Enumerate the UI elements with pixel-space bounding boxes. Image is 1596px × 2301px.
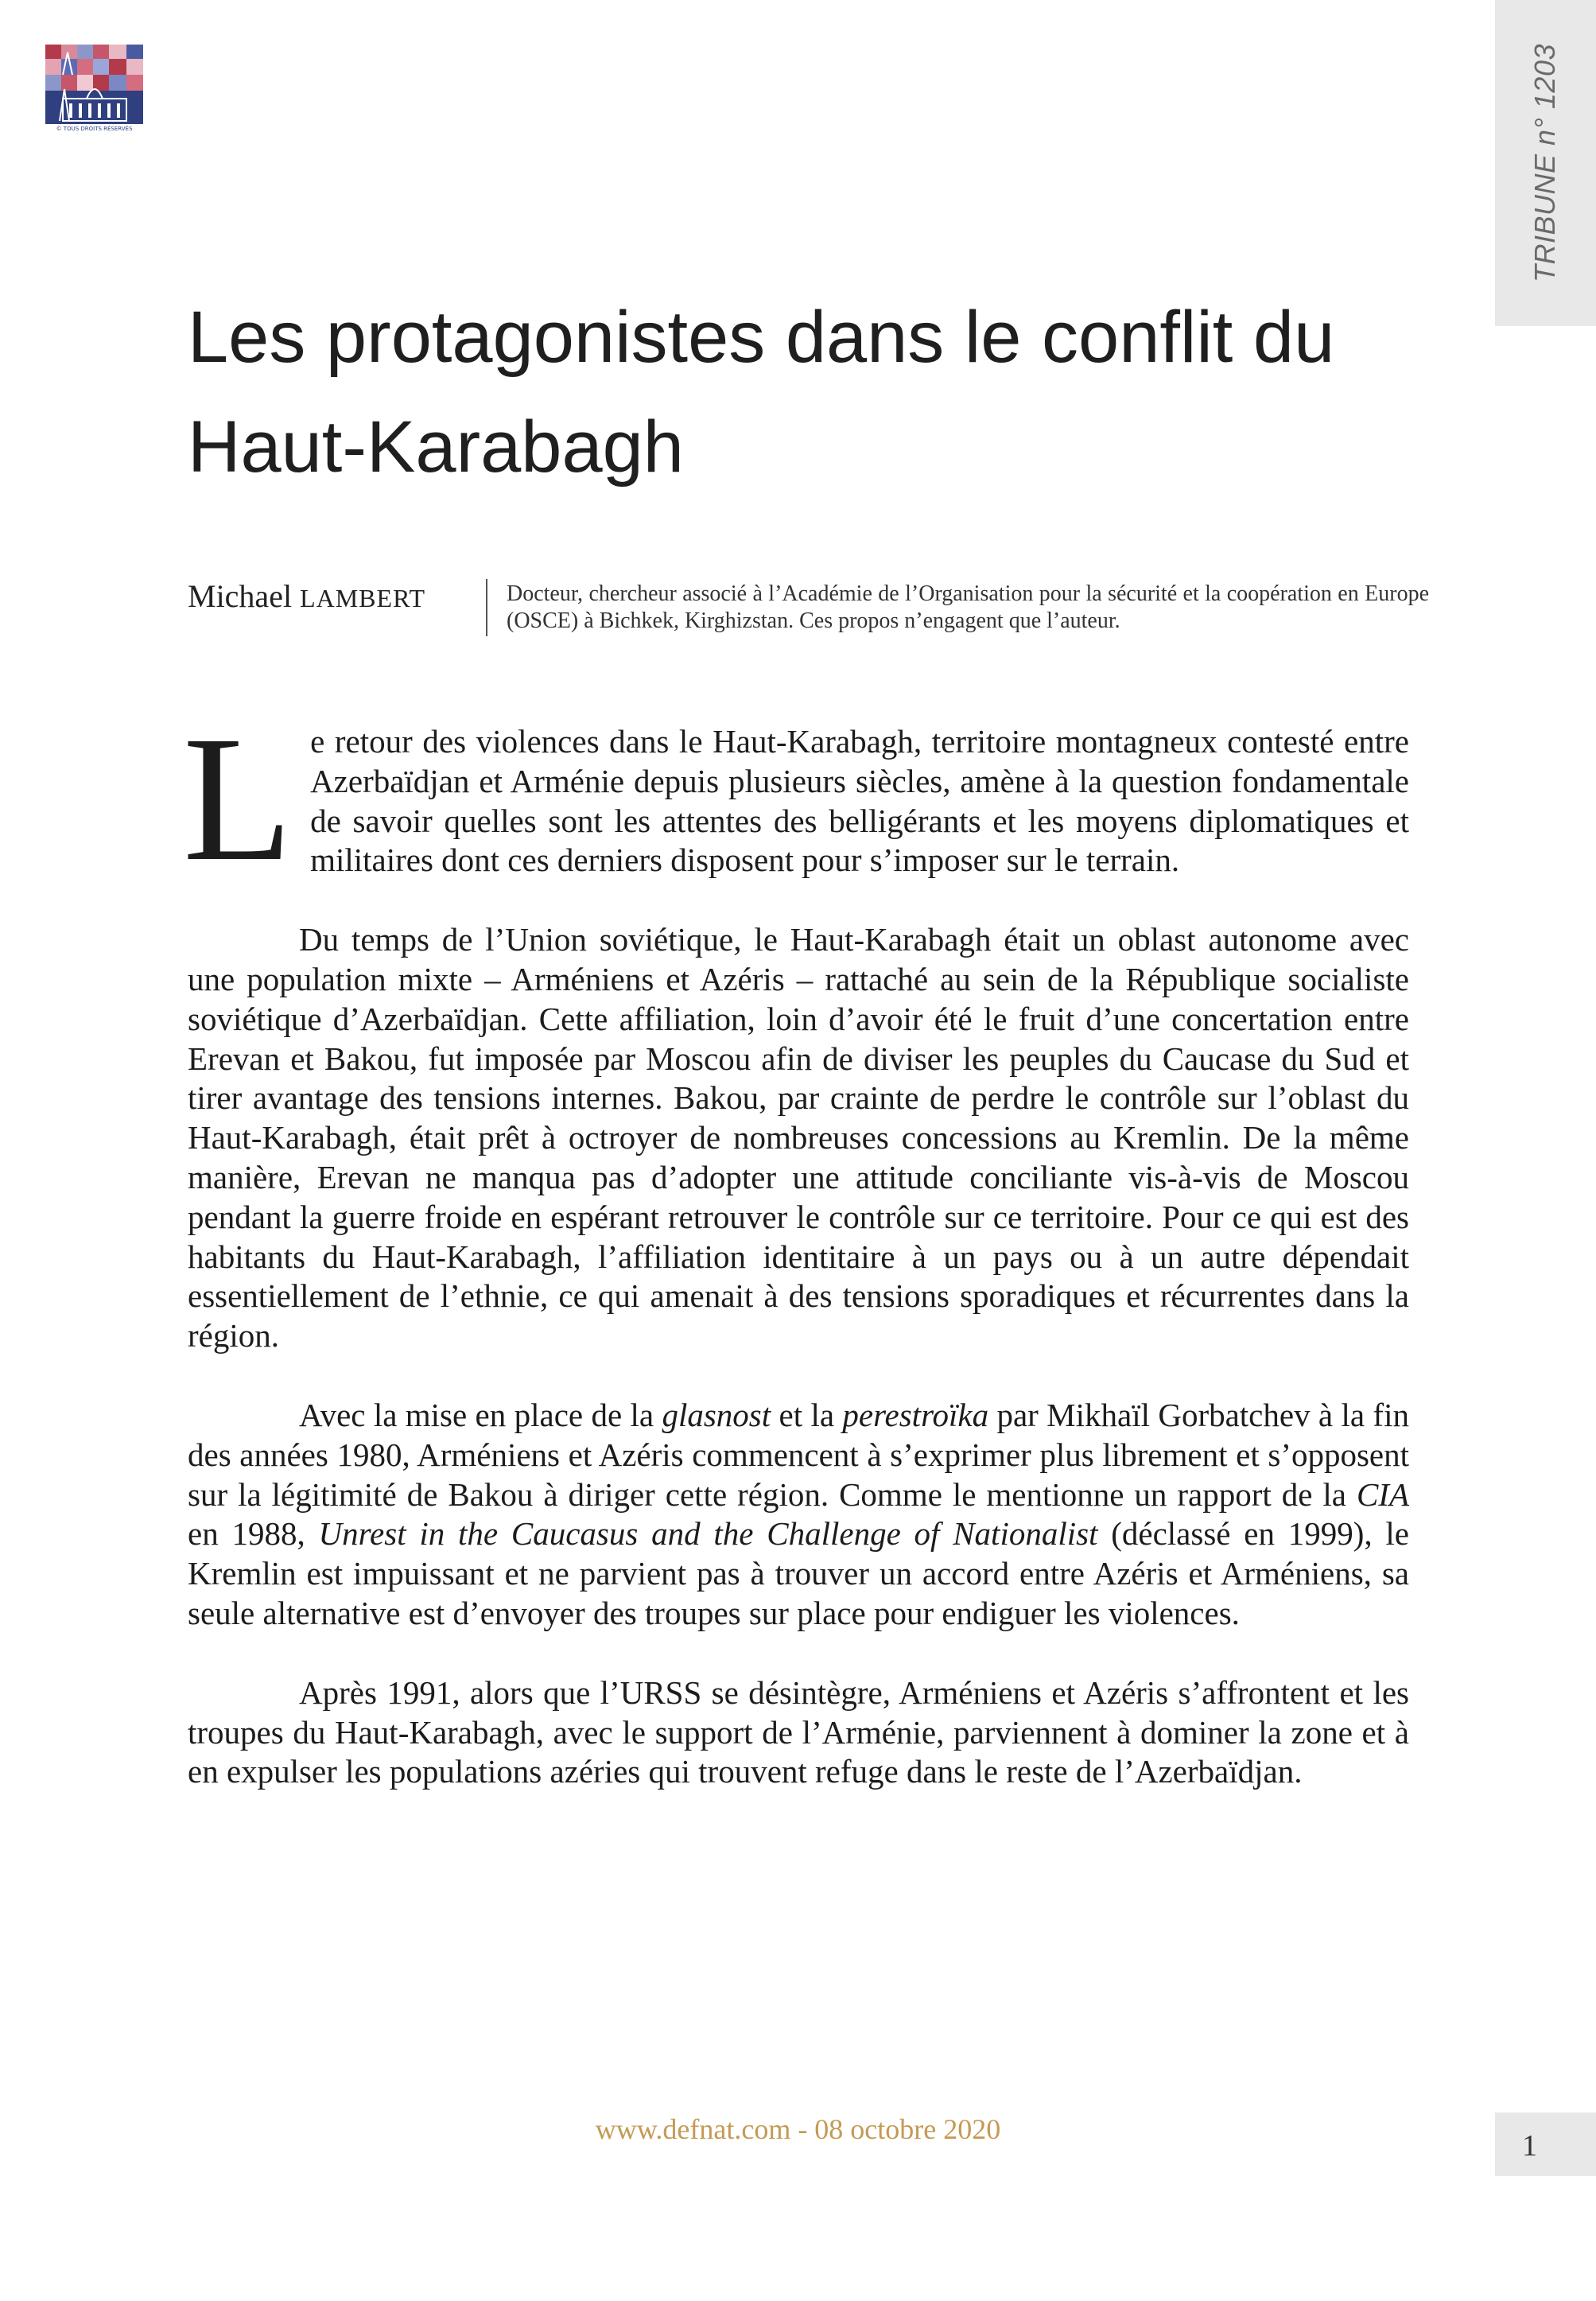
article-body: [183, 699, 1409, 1832]
p3-glasnost: glasnost: [662, 1396, 771, 1433]
p3-text-2: et la: [771, 1396, 843, 1433]
author-name: [188, 577, 425, 615]
author-first-name: Michael: [188, 578, 301, 614]
footer-source: www.defnat.com - 08 octobre 2020: [595, 2113, 1001, 2145]
p3-perestroika: perestroïka: [842, 1396, 989, 1433]
p3-report-title: Unrest in the Caucasus and the Challenge of Nationalist: [318, 1515, 1098, 1553]
logo-mosaic-icon: [45, 45, 143, 138]
p3-text-5: (déclassé en 1999), le Kremlin est impuissant et ne parvient pas à trouver un accord entre Azéris et Arméniens, sa seule alternative est d’envoyer des troupes sur place pour endiguer les violences.: [188, 1515, 1409, 1631]
page-number: 1: [1522, 2129, 1537, 2163]
paragraph-2: Du temps de l’Union soviétique, le Haut-Karabagh était un oblast autonome avec une population mixte – Arméniens et Azéris – rattaché au sein de la République socialiste soviétique d’Azerbaïdjan. Cette affiliation, loin d’avoir été le fruit d’une concertation entre Erevan et Bakou, fut imposée par Moscou afin de diviser les peuples du Caucase du Sud et tirer avantage des tensions internes. Bakou, par crainte de perdre le contrôle sur l’oblast du Haut-Karabagh, était prêt à octroyer de nombreuses concessions au Kremlin. De la même manière, Erevan ne manqua pas d’adopter une attitude conciliante vis-à-vis de Moscou pendant la guerre froide en espérant retrouver le contrôle sur ce territoire. Pour ce qui est des habitants du Haut-Karabagh, l’affiliation identitaire à un pays ou à un autre dépendait essentiellement de l’ethnie, ce qui amenait à des tensions sporadiques et récurrentes dans la région.: [188, 921, 1409, 1355]
p3-text-3: par Mikhaïl Gorbatchev à la fin des années 1980, Arméniens et Azéris commencent à s’exprimer plus librement et s’opposent sur la légitimité de Bakou à diriger cette région. Comme le mentionne un rapport de la: [188, 1396, 1409, 1513]
author-affiliation: Docteur, chercheur associé à l’Académie de l’Organisation pour la sécurité et la coopération en Europe (OSCE) à Bichkek, Kirghizstan. Ces propos n’engagent que l’auteur.: [507, 581, 1429, 633]
paragraph-4: Après 1991, alors que l’URSS se désintègre, Arméniens et Azéris s’affrontent et les troupes du Haut-Karabagh, avec le support de l’Arménie, parviennent à dominer la zone et à en expulser les populations azéries qui trouvent refuge dans le reste de l’Azerbaïdjan.: [188, 1673, 1409, 1790]
paragraph-1: [183, 699, 1409, 898]
p3-text-4: en 1988,: [188, 1515, 319, 1553]
author-last-name: LAMBERT: [300, 584, 426, 612]
logo-caption: © TOUS DROITS RÉSERVÉS: [56, 126, 133, 132]
p3-text-1: Avec la mise en place de la: [299, 1396, 662, 1433]
p3-cia: CIA: [1356, 1475, 1409, 1513]
paragraph-1-text: e retour des violences dans le Haut-Karabagh, territoire montagneux contesté entre Azerbaïdjan et Arménie depuis plusieurs siècles, amène à la question fondamentale de savoir quelles sont les attentes des belligérants et les moyens diplomatiques et militaires dont ces derniers disposent pour s’imposer sur le terrain.: [310, 723, 1409, 879]
author-divider: [486, 579, 487, 636]
publication-logo: [45, 45, 143, 138]
page-number-box: [1495, 2112, 1596, 2176]
tribune-number: TRIBUNE n° 1203: [1528, 43, 1561, 283]
paragraph-3: [188, 1396, 1409, 1634]
article-title: Les protagonistes dans le conflit du Haut-Karabagh: [188, 297, 1335, 488]
tribune-side-tab: [1495, 0, 1596, 326]
drop-cap: L: [183, 699, 293, 898]
